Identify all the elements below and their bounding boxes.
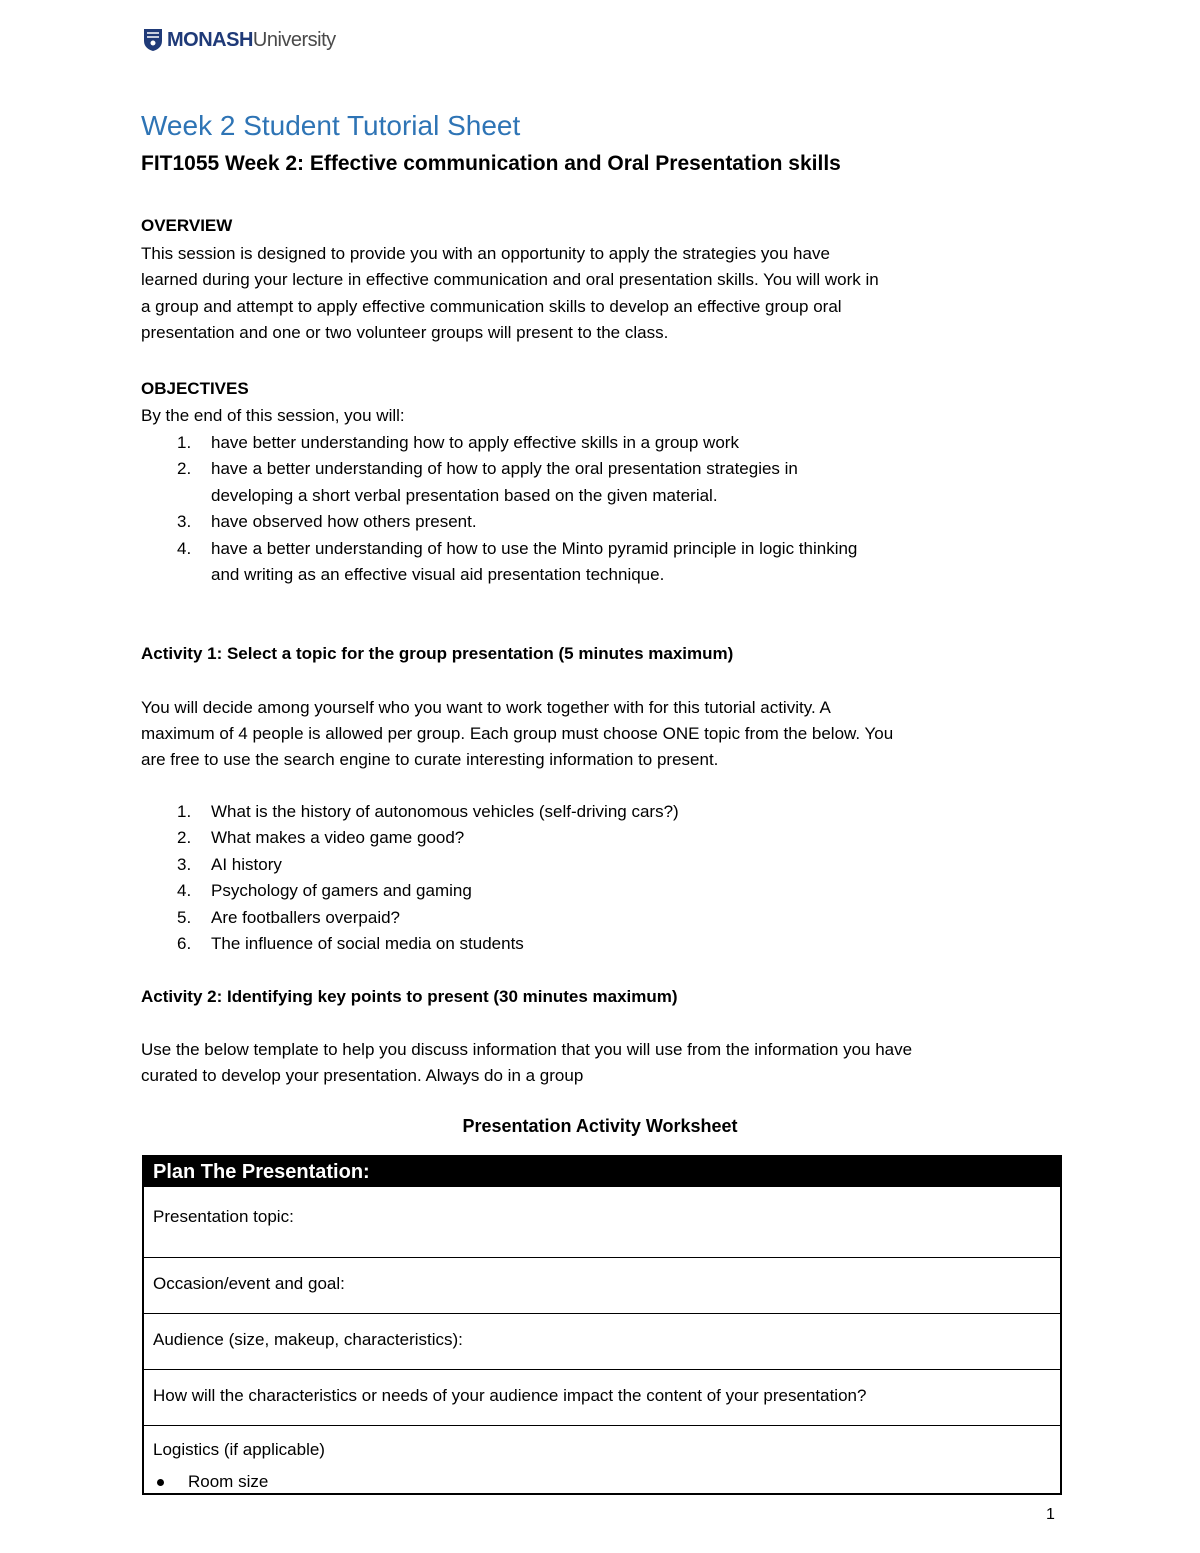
shield-icon [143,28,163,52]
overview-line: presentation and one or two volunteer groups will present to the class. [141,323,669,342]
worksheet-row: Presentation topic: [144,1187,1060,1258]
list-text: Are footballers overpaid? [211,907,401,927]
topics-list [141,799,679,957]
table-bottom-border [142,1493,1060,1495]
activity1-line: maximum of 4 people is allowed per group. Each group must choose ONE topic from the below. You [141,724,894,743]
worksheet-row-label: Logistics (if applicable) [153,1440,325,1459]
list-item [141,430,857,456]
list-item [141,509,857,535]
activity2-line: Use the below template to help you discuss information that you will use from the information you have [141,1040,913,1059]
activity1-line: are free to use the search engine to curate interesting information to present. [141,750,719,769]
list-text: Psychology of gamers and gaming [211,881,472,901]
logo-brand: MONASH [167,28,253,51]
overview-heading: OVERVIEW [141,216,233,235]
monash-logo [143,27,336,53]
list-item [141,931,679,957]
list-item [141,799,679,825]
activity2-line: curated to develop your presentation. Always do in a group [141,1066,584,1085]
overview-line: a group and attempt to apply effective communication skills to develop an effective group oral [141,297,842,316]
list-text: What makes a video game good? [211,828,465,848]
list-text: developing a short verbal presentation based on the given material. [211,485,718,505]
list-number: 1. [177,433,192,452]
list-number: 3. [177,854,192,874]
worksheet-row: How will the characteristics or needs of your audience impact the content of your presentation? [144,1370,1060,1426]
worksheet-bullet [153,1472,1060,1492]
list-number: 2. [177,459,192,479]
page-subtitle: FIT1055 Week 2: Effective communication and Oral Presentation skills [141,152,841,175]
worksheet-row [144,1426,1060,1495]
objectives-intro: By the end of this session, you will: [141,406,405,425]
list-item [141,825,679,851]
list-number: 2. [177,828,192,848]
list-item [141,536,857,589]
objectives-heading: OBJECTIVES [141,379,249,398]
list-number: 6. [177,934,192,954]
list-item [141,878,679,904]
list-item [141,905,679,931]
worksheet-table [142,1155,1062,1495]
activity1-line: You will decide among yourself who you want to work together with for this tutorial activity. A [141,698,831,717]
page-number: 1 [1046,1506,1055,1523]
list-text: have a better understanding of how to apply the oral presentation strategies in [211,459,798,479]
page-title: Week 2 Student Tutorial Sheet [141,110,521,141]
list-number: 4. [177,881,192,901]
bullet-icon [157,1479,164,1486]
objectives-list [141,430,857,588]
overview-line: This session is designed to provide you with an opportunity to apply the strategies you have [141,244,830,263]
list-text: The influence of social media on students [211,934,524,954]
list-number: 3. [177,512,192,532]
list-text: What is the history of autonomous vehicles (self-driving cars?) [211,802,679,821]
list-text: have better understanding how to apply effective skills in a group work [211,433,739,452]
worksheet-row: Audience (size, makeup, characteristics): [144,1314,1060,1370]
list-text: and writing as an effective visual aid presentation technique. [211,565,665,585]
list-text: AI history [211,854,282,874]
overview-line: learned during your lecture in effective communication and oral presentation skills. You will work in [141,270,879,289]
list-item [141,852,679,878]
worksheet-row: Occasion/event and goal: [144,1258,1060,1314]
list-number: 4. [177,538,192,558]
logo-suffix: University [252,28,336,51]
list-text: have a better understanding of how to use the Minto pyramid principle in logic thinking [211,538,858,558]
worksheet-bullet-text: Room size [188,1472,269,1491]
list-text: have observed how others present. [211,512,477,532]
worksheet-header: Plan The Presentation: [144,1155,1060,1187]
list-number: 5. [177,907,192,927]
activity2-heading: Activity 2: Identifying key points to present (30 minutes maximum) [141,987,678,1006]
list-item [141,456,857,509]
activity1-heading: Activity 1: Select a topic for the group presentation (5 minutes maximum) [141,644,734,663]
list-number: 1. [177,802,192,821]
worksheet-title: Presentation Activity Worksheet [462,1116,738,1136]
